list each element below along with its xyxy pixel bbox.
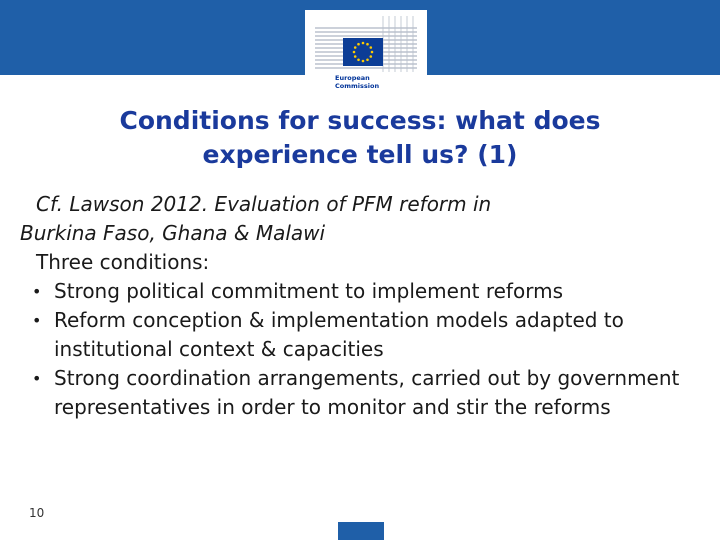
- bullet-list: [20, 277, 710, 422]
- reference-line-1: Cf. Lawson 2012. Evaluation of PFM reform in: [36, 192, 492, 216]
- bullet-icon: •: [32, 369, 42, 388]
- footer-bar: [338, 522, 384, 540]
- list-item: [20, 364, 710, 422]
- page-number: 10: [29, 506, 45, 520]
- bullet-icon: •: [32, 282, 42, 301]
- bullet-icon: •: [32, 311, 42, 330]
- bullet-text: Strong political commitment to implement reforms: [54, 279, 563, 303]
- reference-line-2: Burkina Faso, Ghana & Malawi: [20, 221, 326, 245]
- intro-text: Three conditions:: [36, 250, 210, 274]
- commission-building-icon: [313, 14, 419, 74]
- european-commission-logo: [305, 10, 427, 102]
- logo-text: European Commission: [335, 74, 380, 90]
- list-item: [20, 277, 710, 306]
- list-item: [20, 306, 710, 364]
- bullet-text: Reform conception & implementation models adapted to institutional context & capacities: [54, 308, 624, 361]
- slide-body: [20, 190, 710, 422]
- bullet-text: Strong coordination arrangements, carried out by government representatives in order to monitor and stir the reforms: [54, 366, 680, 419]
- slide-title: Conditions for success: what does experience tell us? (1): [119, 106, 601, 169]
